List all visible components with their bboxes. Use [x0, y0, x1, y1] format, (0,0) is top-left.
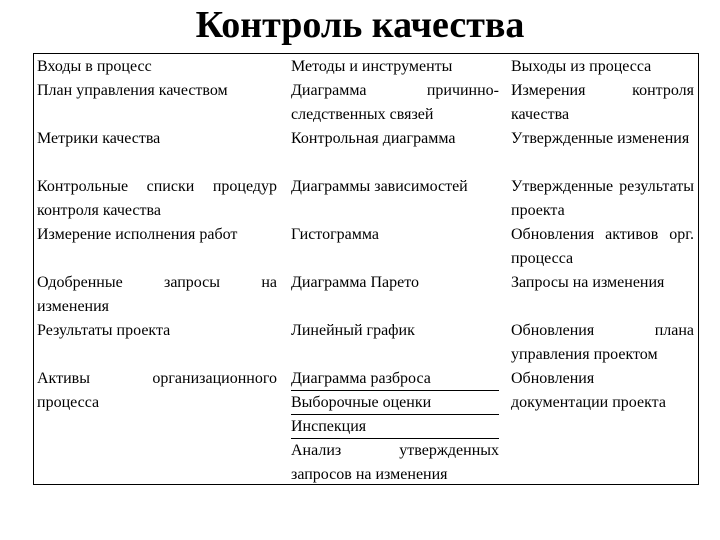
inputs-header: Входы в процесс [37, 58, 152, 75]
input-item: План управления качеством [37, 82, 228, 99]
method-item: Диаграммы зависимостей [291, 178, 468, 195]
method-item: Диаграмма разброса [291, 367, 499, 391]
output-item: Измерения контроля качества [511, 82, 694, 123]
method-item: Выборочные оценки [291, 391, 499, 415]
input-item: Измерение исполнения работ [37, 226, 238, 243]
method-item: Гистограмма [291, 226, 379, 243]
quality-control-table [33, 53, 699, 485]
input-item: Метрики качества [37, 130, 161, 147]
output-item: Обновления плана управления проектом [511, 322, 694, 363]
output-item: Обновления активов орг. процесса [511, 226, 694, 267]
output-item: Обновления документации проекта [511, 370, 666, 411]
outputs-header: Выходы из процесса [511, 58, 652, 75]
input-item: Результаты проекта [37, 322, 171, 339]
inputs-column [37, 54, 277, 484]
input-item: Контрольные списки процедур контроля качества [37, 178, 277, 219]
methods-column [291, 54, 499, 484]
page-title: Контроль качества [195, 4, 525, 46]
method-item: Диаграмма Парето [291, 274, 420, 291]
output-item: Утвержденные результаты проекта [511, 178, 694, 219]
output-item: Запросы на изменения [511, 274, 665, 291]
output-item: Утвержденные изменения [511, 130, 690, 147]
method-item: Контрольная диаграмма [291, 130, 456, 147]
input-item: Активы организационного процесса [37, 370, 277, 411]
outputs-column [511, 54, 694, 484]
methods-header: Методы и инструменты [291, 58, 453, 75]
method-item: Инспекция [291, 415, 499, 439]
method-item: Диаграмма причинно-следственных связей [291, 82, 499, 123]
input-item: Одобренные запросы на изменения [37, 274, 277, 315]
method-item: Анализ утвержденных запросов на изменения [291, 442, 499, 483]
method-item: Линейный график [291, 322, 415, 339]
